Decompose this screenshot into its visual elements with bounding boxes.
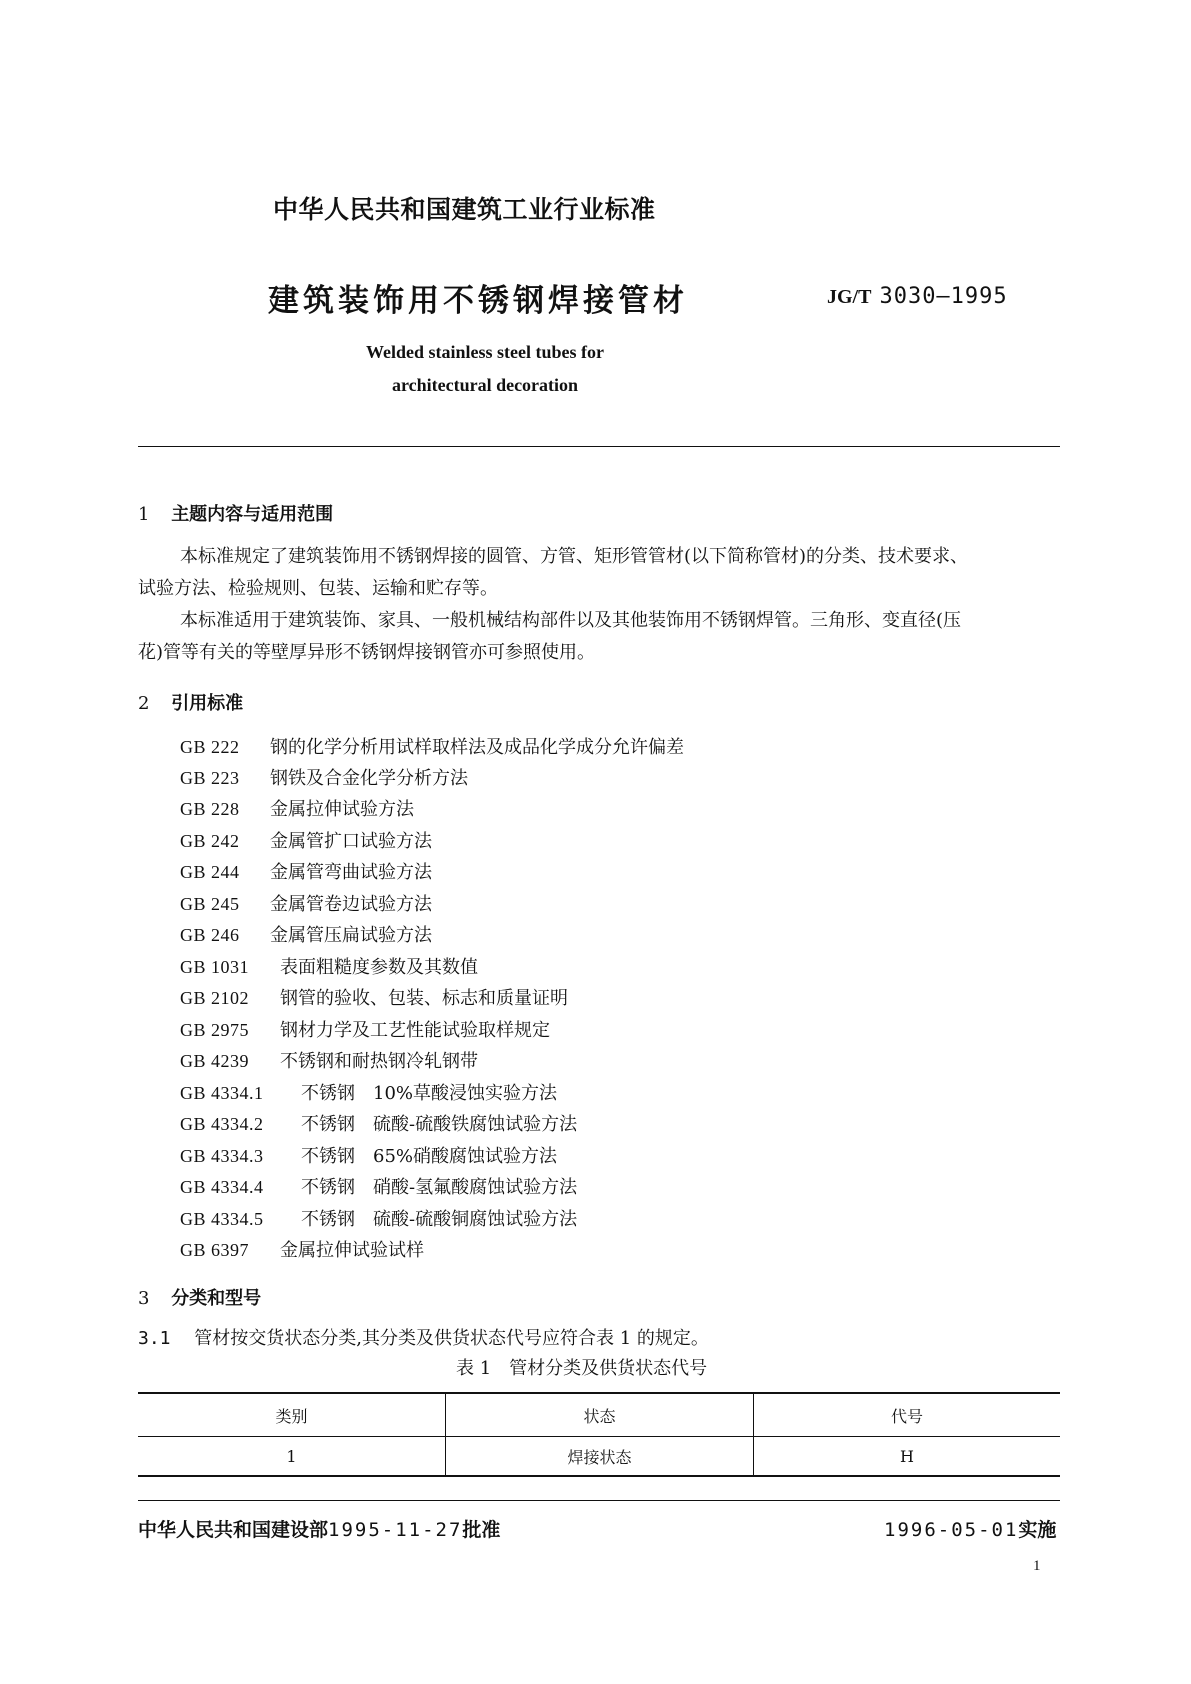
reference-title: 金属管压扁试验方法 <box>270 925 432 946</box>
standard-code <box>827 284 1008 309</box>
approval-word: 批准 <box>462 1519 501 1541</box>
effective-statement <box>884 1515 1056 1542</box>
section-1-para-1-line-2: 试验方法、检验规则、包装、运输和贮存等。 <box>138 578 498 599</box>
section-1-number: 1 <box>138 504 150 525</box>
clause-3-1 <box>138 1323 709 1355</box>
reference-item <box>180 764 468 790</box>
reference-item <box>180 1079 557 1105</box>
reference-code: GB 4334.1 <box>180 1083 264 1103</box>
approval-statement <box>138 1515 500 1542</box>
reference-item <box>180 953 478 979</box>
reference-code: GB 4239 <box>180 1051 250 1071</box>
section-1-heading <box>138 500 333 526</box>
reference-title: 金属管卷边试验方法 <box>270 894 432 915</box>
clause-3-1-number: 3.1 <box>138 1328 171 1349</box>
reference-title: 钢的化学分析用试样取样法及成品化学成分允许偏差 <box>270 737 684 758</box>
reference-code: GB 228 <box>180 799 240 819</box>
reference-code: GB 4334.5 <box>180 1209 264 1229</box>
english-title-line-1: Welded stainless steel tubes for <box>366 342 604 362</box>
reference-title: 不锈钢和耐热钢冷轧钢带 <box>280 1051 478 1072</box>
page-number: 1 <box>1033 1558 1041 1574</box>
table-header-code: 代号 <box>754 1393 1061 1437</box>
reference-code: GB 245 <box>180 894 240 914</box>
reference-title: 不锈钢 65%硝酸腐蚀试验方法 <box>301 1146 558 1167</box>
english-title-line-2: architectural decoration <box>391 375 579 395</box>
reference-item <box>180 890 432 916</box>
clause-3-1-text: 管材按交货状态分类,其分类及供货状态代号应符合表 1 的规定。 <box>194 1328 709 1349</box>
reference-item <box>180 1016 550 1042</box>
table-1 <box>138 1392 1060 1477</box>
reference-code: GB 4334.3 <box>180 1146 264 1166</box>
reference-code: GB 2975 <box>180 1020 250 1040</box>
reference-title: 表面粗糙度参数及其数值 <box>280 957 478 978</box>
reference-item <box>180 858 432 884</box>
reference-code: GB 244 <box>180 862 240 882</box>
reference-item <box>180 1110 577 1136</box>
section-1-title: 主题内容与适用范围 <box>171 504 334 525</box>
approval-org: 中华人民共和国建设部 <box>138 1519 329 1541</box>
reference-title: 金属拉伸试验试样 <box>280 1240 424 1261</box>
effective-word: 实施 <box>1018 1519 1057 1541</box>
reference-item <box>180 921 432 947</box>
section-2-title: 引用标准 <box>171 693 244 714</box>
reference-title: 不锈钢 硫酸-硫酸铜腐蚀试验方法 <box>301 1209 578 1230</box>
table-header-row <box>138 1393 1060 1437</box>
reference-item <box>180 1173 577 1199</box>
reference-title: 金属拉伸试验方法 <box>270 799 414 820</box>
reference-title: 不锈钢 硫酸-硫酸铁腐蚀试验方法 <box>301 1114 578 1135</box>
reference-item <box>180 984 568 1010</box>
section-1-para-2-line-2: 花)管等有关的等壁厚异形不锈钢焊接钢管亦可参照使用。 <box>138 642 596 663</box>
section-3-number: 3 <box>138 1288 150 1309</box>
table-1-caption: 表 1 管材分类及供货状态代号 <box>456 1358 708 1379</box>
table-header-category: 类别 <box>138 1393 446 1437</box>
reference-item <box>180 1205 577 1231</box>
standard-code-prefix: JG/T <box>827 286 872 308</box>
standard-code-number: 3030—1995 <box>879 284 1008 309</box>
reference-title: 钢铁及合金化学分析方法 <box>270 768 468 789</box>
table-cell-state: 焊接状态 <box>446 1437 754 1477</box>
section-1-para-2-line-1: 本标准适用于建筑装饰、家具、一般机械结构部件以及其他装饰用不锈钢焊管。三角形、变直径(压 <box>180 610 962 631</box>
approval-date: 1995-11-27 <box>328 1519 463 1541</box>
reference-item <box>180 1142 557 1168</box>
header-rule <box>138 446 1060 447</box>
reference-title: 不锈钢 硝酸-氢氟酸腐蚀试验方法 <box>301 1177 578 1198</box>
reference-title: 金属管扩口试验方法 <box>270 831 432 852</box>
reference-code: GB 246 <box>180 925 240 945</box>
document-title: 建筑装饰用不锈钢焊接管材 <box>268 283 688 319</box>
reference-code: GB 6397 <box>180 1240 250 1260</box>
reference-code: GB 2102 <box>180 988 250 1008</box>
reference-code: GB 223 <box>180 768 240 788</box>
table-header-state: 状态 <box>446 1393 754 1437</box>
footer-rule <box>138 1500 1060 1501</box>
section-1-para-1-line-1: 本标准规定了建筑装饰用不锈钢焊接的圆管、方管、矩形管管材(以下简称管材)的分类、技术要求、 <box>180 546 969 567</box>
reference-title: 金属管弯曲试验方法 <box>270 862 432 883</box>
table-row <box>138 1437 1060 1477</box>
reference-code: GB 4334.2 <box>180 1114 264 1134</box>
section-3-title: 分类和型号 <box>171 1288 262 1309</box>
standard-category: 中华人民共和国建筑工业行业标准 <box>273 195 656 224</box>
table-cell-category: 1 <box>138 1437 446 1477</box>
reference-item <box>180 1236 424 1262</box>
section-2-number: 2 <box>138 693 150 714</box>
section-3-heading <box>138 1284 261 1310</box>
reference-item <box>180 733 684 759</box>
reference-code: GB 222 <box>180 737 240 757</box>
section-2-heading <box>138 689 243 715</box>
reference-title: 钢管的验收、包装、标志和质量证明 <box>280 988 568 1009</box>
reference-item <box>180 827 432 853</box>
reference-code: GB 1031 <box>180 957 250 977</box>
reference-item <box>180 795 414 821</box>
reference-code: GB 4334.4 <box>180 1177 264 1197</box>
reference-title: 钢材力学及工艺性能试验取样规定 <box>280 1020 550 1041</box>
reference-title: 不锈钢 10%草酸浸蚀实验方法 <box>301 1083 558 1104</box>
table-cell-code: H <box>754 1437 1061 1477</box>
effective-date: 1996-05-01 <box>884 1519 1019 1541</box>
reference-code: GB 242 <box>180 831 240 851</box>
reference-item <box>180 1047 478 1073</box>
